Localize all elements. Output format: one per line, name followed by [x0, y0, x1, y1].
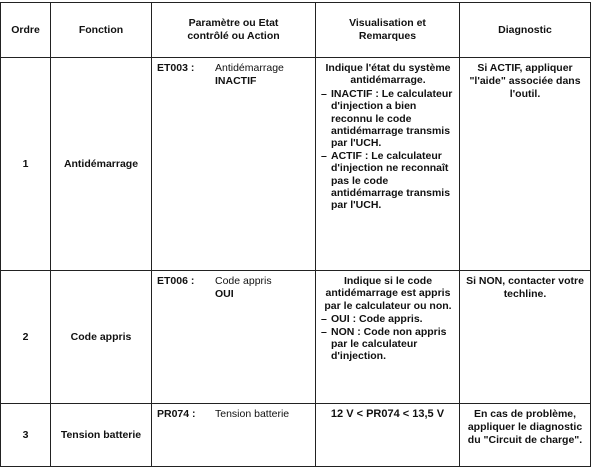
header-row — [1, 3, 591, 58]
row-visualisation — [316, 404, 460, 467]
visu-item: – OUI : Code appris. — [321, 313, 423, 326]
row-order: 1 — [1, 58, 51, 271]
param-name: Code appris OUI — [215, 275, 309, 301]
param-state: INACTIF — [215, 75, 257, 87]
header-parametre: Paramètre ou Etat contrôlé ou Action — [152, 3, 316, 58]
row-parameter — [152, 404, 316, 467]
row-order: 3 — [1, 404, 51, 467]
row-diagnostic: Si NON, contacter votre techline. — [460, 271, 591, 404]
header-ordre: Ordre — [1, 3, 51, 58]
param-state: OUI — [215, 288, 234, 300]
row-diagnostic: En cas de problème, appliquer le diagnostic du "Circuit de charge". — [460, 404, 591, 467]
param-name: Antidémarrage INACTIF — [215, 62, 309, 88]
row-visualisation — [316, 58, 460, 271]
param-code: ET003 : — [157, 62, 195, 74]
row-function: Code appris — [51, 271, 152, 404]
row-function: Tension batterie — [51, 404, 152, 467]
header-diagnostic: Diagnostic — [460, 3, 591, 58]
diagnostic-table — [0, 2, 591, 467]
param-code: PR074 : — [157, 408, 196, 420]
table-row — [1, 271, 591, 404]
visu-item: – NON : Code non appris par le calculateur d'injection. — [321, 325, 447, 363]
table-row — [1, 404, 591, 467]
header-visualisation: Visualisation et Remarques — [316, 3, 460, 58]
visu-item: – INACTIF : Le calculateur d'injection a bien reconnu le code antidémarrage transmis par l'UCH. — [321, 87, 453, 150]
table-row — [1, 58, 591, 271]
visu-intro: Indique l'état du système antidémarrage. — [325, 62, 451, 87]
row-order: 2 — [1, 271, 51, 404]
visu-item: – ACTIF : Le calculateur d'injection ne reconnaît pas le code antidémarrage transmis par l'UCH. — [321, 149, 451, 212]
param-name: Tension batterie — [215, 408, 290, 420]
header-fonction: Fonction — [51, 3, 152, 58]
row-visualisation — [316, 271, 460, 404]
row-function: Antidémarrage — [51, 58, 152, 271]
visu-intro: Indique si le code antidémarrage est appris par le calculateur ou non. — [324, 275, 452, 312]
row-parameter — [152, 271, 316, 404]
row-diagnostic: Si ACTIF, appliquer "l'aide" associée dans l'outil. — [460, 58, 591, 271]
param-code: ET006 : — [157, 275, 195, 287]
visu-formula: 12 V < PR074 < 13,5 V — [330, 408, 445, 420]
row-parameter — [152, 58, 316, 271]
